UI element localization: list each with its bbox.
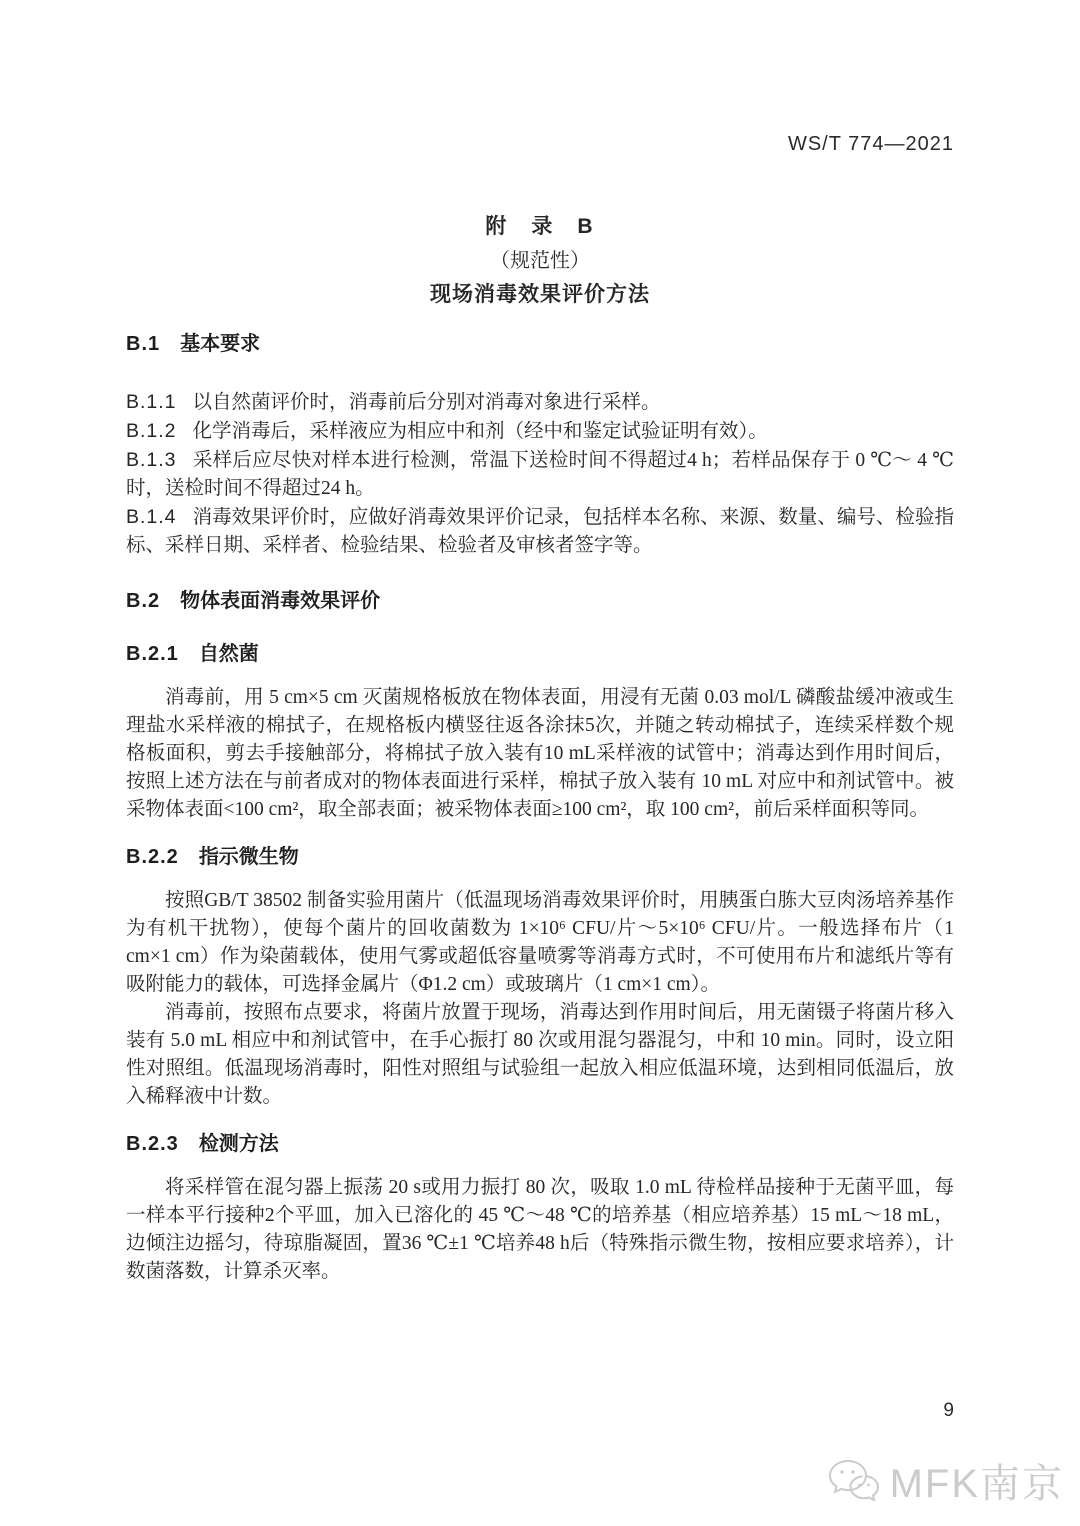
watermark-text: MFK南京 <box>889 1462 1064 1506</box>
section-title: 基本要求 <box>180 333 261 355</box>
normative-label: （规范性） <box>490 250 590 272</box>
section-heading-B.2.2 <box>126 843 954 871</box>
clause-number: B.1.3 <box>126 449 177 471</box>
section-number: B.2 <box>126 590 161 612</box>
section-heading-B.2.1 <box>126 640 954 668</box>
clause-number: B.1.2 <box>126 420 177 442</box>
clause-number: B.1.4 <box>126 506 177 528</box>
document-body <box>0 330 1080 1286</box>
section-number: B.2.2 <box>126 846 179 868</box>
section-heading-B.2.3 <box>126 1130 954 1158</box>
paragraph: 消毒前，用 5 cm×5 cm 灭菌规格板放在物体表面，用浸有无菌 0.03 mol/L 磷酸盐缓冲液或生理盐水采样液的棉拭子，在规格板内横竖往返各涂抹5次，并随之转动棉拭子，连续采样数个规格板面积，剪去手接触部分，将棉拭子放入装有10 mL采样液的试管中；消毒达到作用时间后，按照上述方法在与前者成对的物体表面进行采样，棉拭子放入装有 10 mL 对应中和剂试管中。被采物体表面<100 cm²，取全部表面；被采物体表面≥100 cm²，取 100 cm²，前后采样面积等同。 <box>126 687 954 820</box>
appendix-title: 附 录 B <box>485 215 595 238</box>
clause-B.1.4 <box>126 503 954 560</box>
clause-text: 以自然菌评价时，消毒前后分别对消毒对象进行采样。 <box>192 392 661 413</box>
clause-B.1.3 <box>126 446 954 503</box>
page-number: 9 <box>943 1400 954 1421</box>
clause-B.1.2 <box>126 417 954 446</box>
clause-text: 采样后应尽快对样本进行检测，常温下送检时间不得超过4 h；若样品保存于 0 ℃～ 4 ℃时，送检时间不得超过24 h。 <box>126 450 954 499</box>
watermark <box>826 1452 1064 1509</box>
section-heading-B.1 <box>126 330 954 358</box>
doc-code: WS/T 774—2021 <box>787 133 954 155</box>
section-title: 检测方法 <box>198 1133 279 1155</box>
document-title: 现场消毒效果评价方法 <box>430 283 650 306</box>
section-number: B.2.1 <box>126 643 179 665</box>
wechat-icon <box>826 1456 882 1506</box>
section-heading-B.2 <box>126 587 954 615</box>
section-title: 物体表面消毒效果评价 <box>180 590 381 612</box>
paragraph: 将采样管在混匀器上振荡 20 s或用力振打 80 次，吸取 1.0 mL 待检样品接种于无菌平皿，每一样本平行接种2个平皿，加入已溶化的 45 ℃～48 ℃的培养基（相应培养基）15 mL～18 mL，边倾注边摇匀，待琼脂凝固，置36 ℃±1 ℃培养48 h后（特殊指示微生物，按相应要求培养），计数菌落数，计算杀灭率。 <box>126 1177 954 1282</box>
clause-B.1.1 <box>126 388 954 417</box>
paragraph: 按照GB/T 38502 制备实验用菌片（低温现场消毒效果评价时，用胰蛋白胨大豆肉汤培养基作为有机干扰物），使每个菌片的回收菌数为 1×10⁶ CFU/片～5×10⁶ CFU/片。一般选择布片（1 cm×1 cm）作为染菌载体，使用气雾或超低容量喷雾等消毒方式时，不可使用布片和滤纸片等有吸附能力的载体，可选择金属片（Φ1.2 cm）或玻璃片（1 cm×1 cm）。 <box>126 890 954 995</box>
section-number: B.2.3 <box>126 1133 179 1155</box>
title-block <box>0 0 1080 312</box>
section-title: 指示微生物 <box>198 846 299 868</box>
clause-text: 消毒效果评价时，应做好消毒效果评价记录，包括样本名称、来源、数量、编号、检验指标、采样日期、采样者、检验结果、检验者及审核者签字等。 <box>126 507 954 556</box>
clause-text: 化学消毒后，采样液应为相应中和剂（经中和鉴定试验证明有效）。 <box>192 421 768 442</box>
paragraph: 消毒前，按照布点要求，将菌片放置于现场，消毒达到作用时间后，用无菌镊子将菌片移入装有 5.0 mL 相应中和剂试管中，在手心振打 80 次或用混匀器混匀，中和 10 min。同时，设立阳性对照组。低温现场消毒时，阳性对照组与试验组一起放入相应低温环境，达到相同低温后，放入稀释液中计数。 <box>126 1002 954 1107</box>
clause-number: B.1.1 <box>126 391 177 413</box>
section-number: B.1 <box>126 333 161 355</box>
section-title: 自然菌 <box>198 643 259 665</box>
